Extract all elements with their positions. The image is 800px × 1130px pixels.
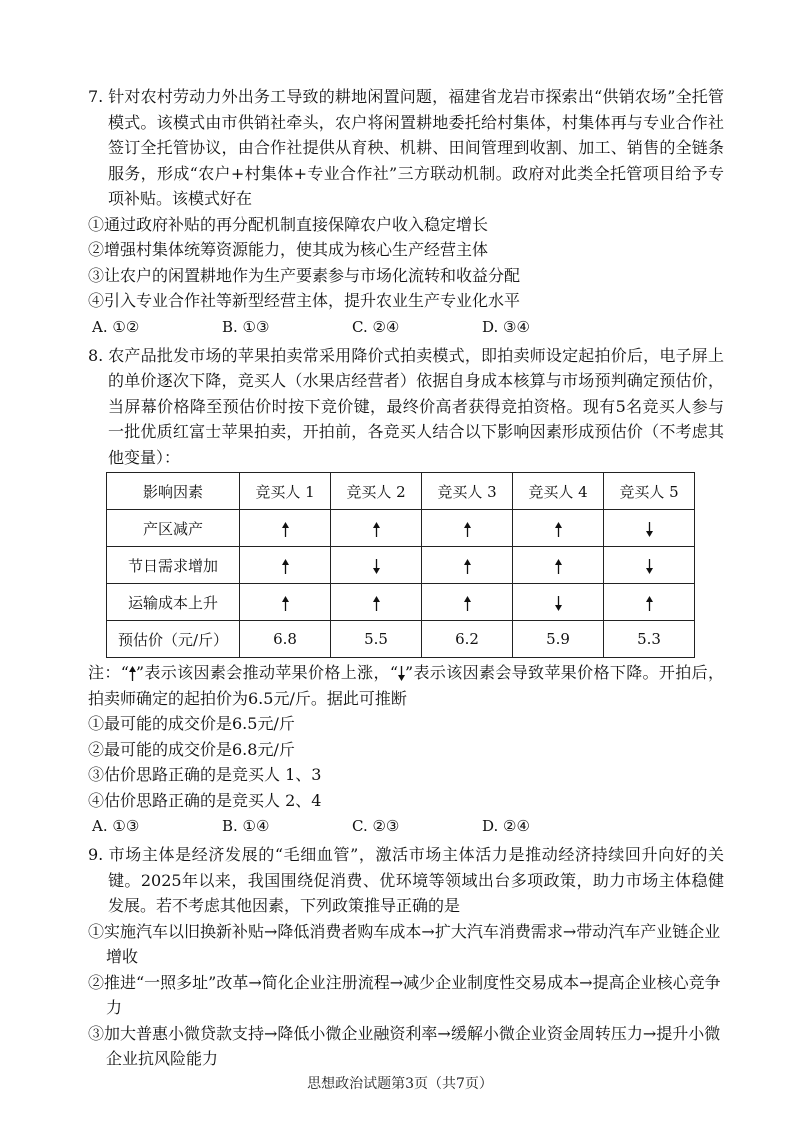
table-header-cell: 竞买人 2 [331,473,422,510]
arrow-cell [240,547,331,584]
factor-table [106,472,695,658]
question-8-option-2: ②最可能的成交价是6.8元/斤 [88,739,295,759]
question-8-number: 8. [88,345,104,365]
table-header-cell: 竞买人 1 [240,473,331,510]
page-footer: 思想政治试题第3页（共7页） [307,1076,493,1092]
question-9-option-2: ②推进“一照多址”改革→简化企业注册流程→减少企业制度性交易成本→提高企业核心竞争力 [88,972,721,1017]
up-arrow-icon [282,559,289,574]
question-8-option-4: ④估价思路正确的是竞买人 2、4 [88,790,322,810]
question-7-option-1: ①通过政府补贴的再分配机制直接保障农户收入稳定增长 [88,214,489,234]
arrow-cell [513,547,604,584]
arrow-cell [240,510,331,547]
factor-label: 节日需求增加 [107,547,240,584]
question-8-choices [88,814,724,838]
down-arrow-icon [373,559,380,574]
question-9-option-3: ③加大普惠小微贷款支持→降低小微企业融资利率→缓解小微企业资金周转压力→提升小微企业抗风险能力 [88,1023,721,1068]
up-arrow-icon [646,596,653,611]
table-row [107,510,695,547]
question-9-option-1: ①实施汽车以旧换新补贴→降低消费者购车成本→扩大汽车消费需求→带动汽车产业链企业增收 [88,921,721,966]
note-middle: ”表示该因素会推动苹果价格上涨，“ [135,663,398,682]
up-arrow-icon [464,559,471,574]
down-arrow-icon [398,666,405,681]
up-arrow-icon [555,559,562,574]
down-arrow-icon [646,559,653,574]
question-7 [88,84,724,339]
arrow-cell [604,510,695,547]
question-8-option-3: ③估价思路正确的是竞买人 1、3 [88,765,322,784]
question-8-stem: 农产品批发市场的苹果拍卖常采用降价式拍卖模式，即拍卖师设定起拍价后，电子屏上的单价逐次下降，竞买人（水果店经营者）依据自身成本核算与市场预判确定预估价，当屏幕价格降至预估价时按下竞价键，最终价高者获得竞拍资格。现有5名竞买人参与一批优质红富士苹果拍卖，开拍前，各竞买人结合以下影响因素形成预估价（不考虑其他变量）： [108,345,724,467]
down-arrow-icon [646,522,653,537]
arrow-cell [422,510,513,547]
question-7-option-3: ③让农户的闲置耕地作为生产要素参与市场化流转和收益分配 [88,265,521,285]
price-cell: 6.8 [240,621,331,658]
question-7-stem: 针对农村劳动力外出务工导致的耕地闲置问题，福建省龙岩市探索出“供销农场”全托管模式。该模式由市供销社牵头，农户将闲置耕地委托给村集体，村集体再与专业合作社签订全托管协议，由合作社提供从育秧、机耕、田间管理到收割、加工、销售的全链条服务，形成“农户+村集体+专业合作社”三方联动机制。政府对此类全托管项目给予专项补贴。该模式好在 [108,87,724,208]
table-header-cell: 竞买人 3 [422,473,513,510]
question-9-number: 9. [88,845,104,864]
question-7-choice-a: A. ①② [92,317,140,336]
up-arrow-icon [282,596,289,611]
factor-label: 运输成本上升 [107,584,240,621]
question-8-option-1: ①最可能的成交价是6.5元/斤 [88,714,295,733]
question-7-number: 7. [88,87,104,106]
price-cell: 6.2 [422,621,513,658]
arrow-cell [331,510,422,547]
factor-table-header-row [107,473,695,510]
up-arrow-icon [373,596,380,611]
price-cell: 5.5 [331,621,422,658]
question-8-choice-a: A. ①③ [92,817,140,835]
factor-label: 产区减产 [107,510,240,547]
arrow-cell [604,584,695,621]
table-row [107,584,695,621]
question-8 [88,343,724,839]
up-arrow-icon [282,522,289,537]
table-header-cell: 影响因素 [107,473,240,510]
down-arrow-icon [555,596,562,611]
question-9-stem-line [88,842,724,919]
arrow-cell [513,584,604,621]
up-arrow-icon [129,666,136,681]
price-cell: 5.3 [604,621,695,658]
table-row [107,547,695,584]
note-prefix: 注：“ [88,663,129,682]
question-7-option-4: ④引入专业合作社等新型经营主体，提升农业生产专业化水平 [88,291,521,310]
up-arrow-icon [555,522,562,537]
question-7-choice-c: C. ②④ [352,317,400,336]
up-arrow-icon [373,522,380,537]
question-7-stem-line [88,84,724,212]
question-8-choice-b: B. ①④ [222,817,270,835]
arrow-cell [513,510,604,547]
question-8-choice-d: D. ②④ [482,817,530,835]
arrow-cell [331,584,422,621]
table-header-cell: 竞买人 5 [604,473,695,510]
question-8-stem-line [88,343,724,471]
question-7-option-2: ②增强村集体统筹资源能力，使其成为核心生产经营主体 [88,240,489,259]
up-arrow-icon [464,596,471,611]
question-8-choice-c: C. ②③ [352,817,400,835]
note-suffix: ”表示该因素会导致苹果价格下降。开拍后，拍卖师确定的起拍价为6.5元/斤。据此可推断 [88,663,724,708]
arrow-cell [331,547,422,584]
price-cell: 5.9 [513,621,604,658]
arrow-cell [240,584,331,621]
question-7-choice-b: B. ①③ [222,317,270,336]
table-row [107,621,695,658]
question-7-choice-d: D. ③④ [482,317,530,336]
price-label: 预估价（元/斤） [107,621,240,658]
arrow-cell [422,584,513,621]
table-header-cell: 竞买人 4 [513,473,604,510]
arrow-cell [604,547,695,584]
up-arrow-icon [464,522,471,537]
page-content [88,84,724,1076]
table-note [88,660,724,711]
question-9-stem: 市场主体是经济发展的“毛细血管”，激活市场主体活力是推动经济持续回升向好的关键。2025年以来，我国围绕促消费、优环境等领域出台多项政策，助力市场主体稳健发展。若不考虑其他因素，下列政策推导正确的是 [108,845,724,915]
arrow-cell [422,547,513,584]
question-7-choices [88,315,724,339]
question-9 [88,842,724,1072]
